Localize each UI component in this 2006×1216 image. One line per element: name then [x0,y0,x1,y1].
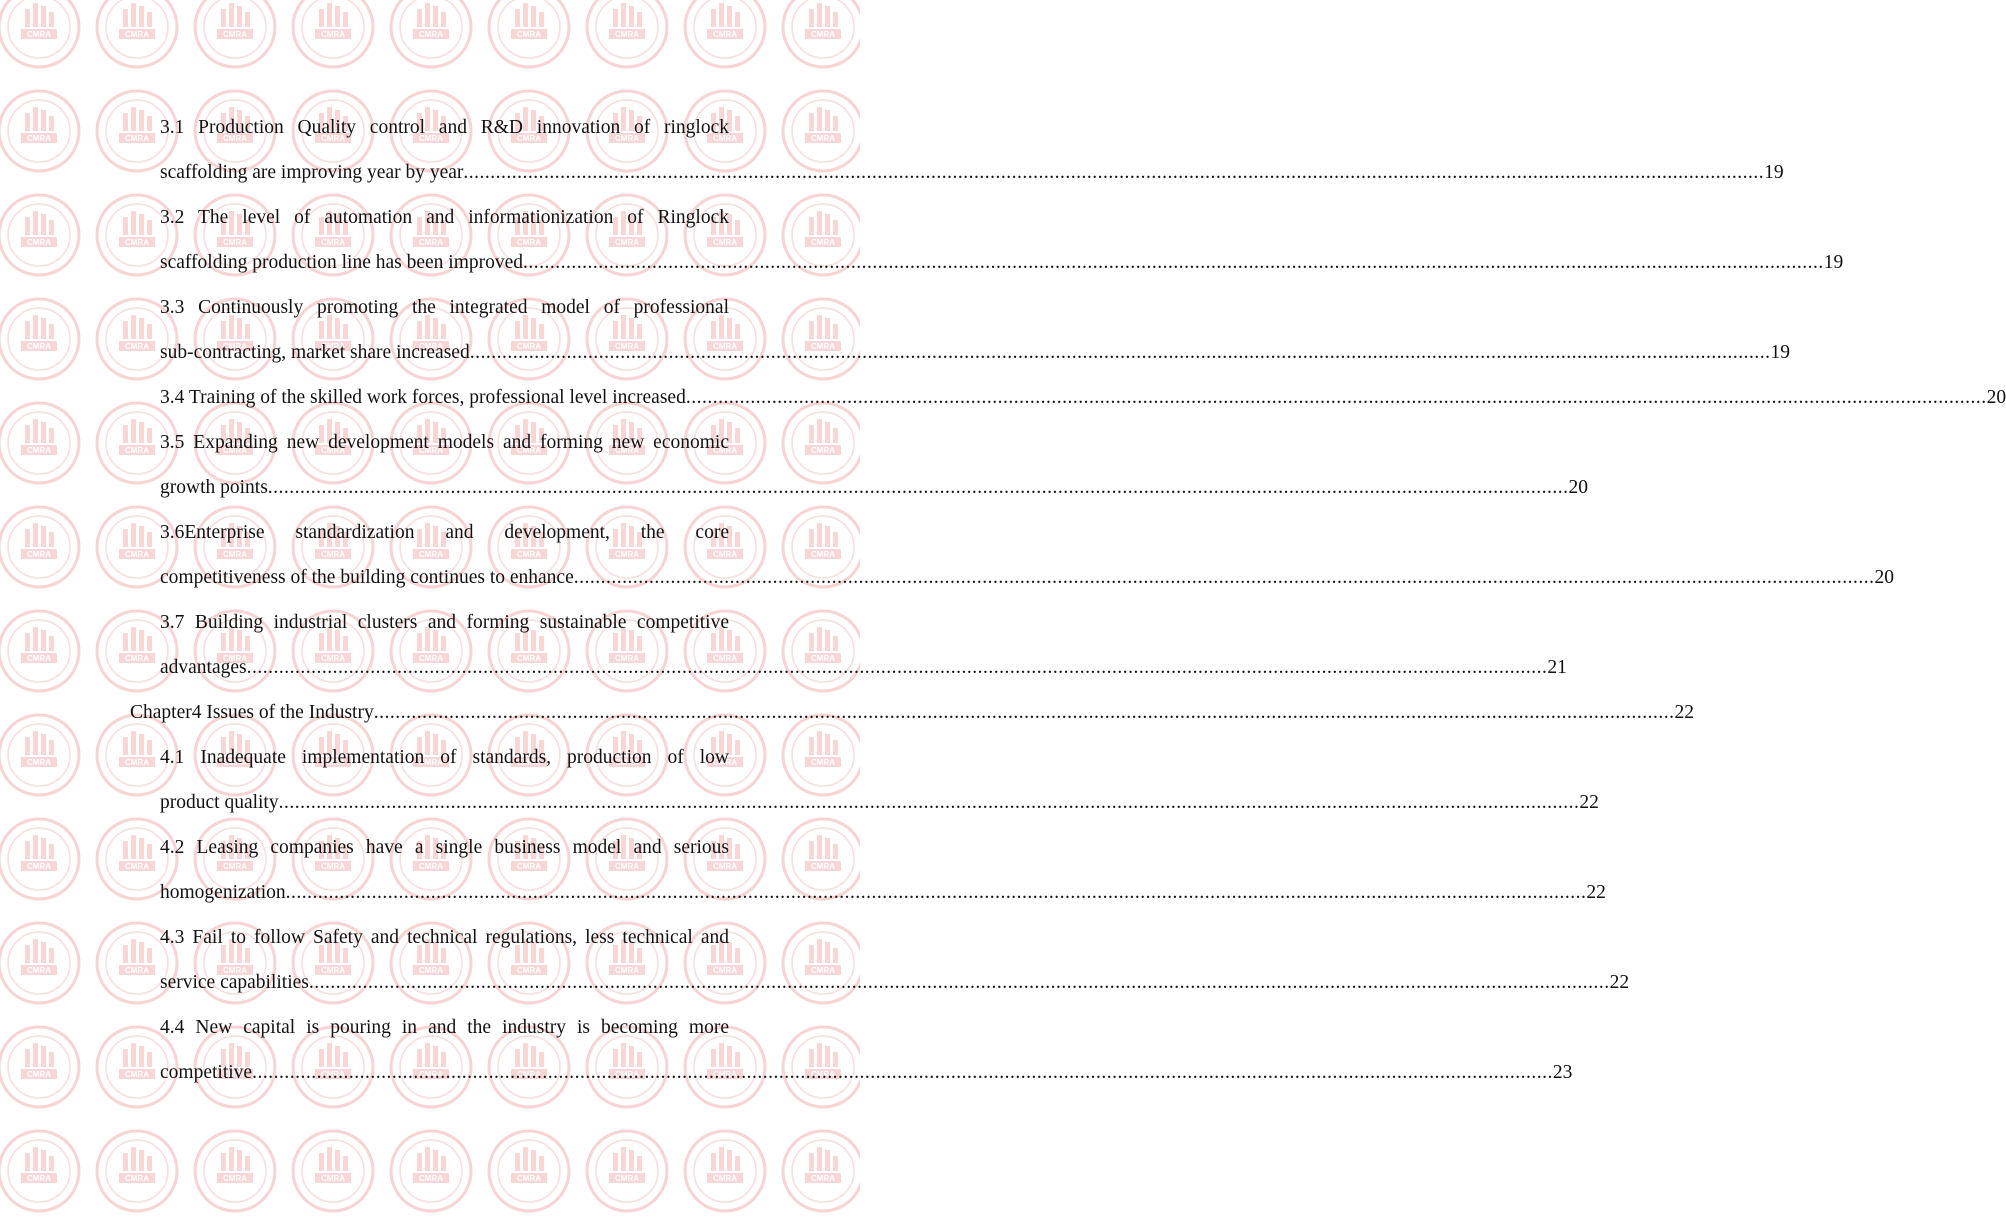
page-number: 20 [1986,387,2006,408]
toc-entry-3-2-line1: 3.2 The level of automation and informationization of Ringlock [160,207,729,228]
toc-entry-3-3-line2: sub-contracting, market share increased ..... 19 [160,341,729,365]
toc-entry-4-4-line2: competitive ..... 23 [160,1061,729,1085]
toc-entry-3-5-line1: 3.5 Expanding new development models and forming new economic [160,432,729,453]
toc-entry-4-4-line1: 4.4 New capital is pouring in and the industry is becoming more [160,1017,729,1038]
page-number: 22 [1586,882,1606,903]
toc-entry-3-1-line2: scaffolding are improving year by year ..... 19 [160,161,729,185]
toc-entry-3-2-line2: scaffolding production line has been improved ..... 19 [160,251,729,275]
toc-entry-4-1-line1: 4.1 Inadequate implementation of standards, production of low [160,747,729,768]
page-number: 19 [1823,252,1844,273]
toc-entry-3-6-line2: competitiveness of the building continues to enhance ..... 20 [160,566,729,590]
page-number: 22 [1609,972,1630,993]
page-number: 21 [1547,657,1567,678]
toc-entry-3-1-line1: 3.1 Production Quality control and R&D innovation of ringlock [160,117,729,138]
page-number: 20 [1568,477,1589,498]
toc-entry-3-3-line1: 3.3 Continuously promoting the integrated model of professional [160,297,729,318]
page-number: 22 [1579,792,1599,813]
page-number: 19 [1770,342,1790,363]
page-number: 20 [1874,567,1894,588]
toc-entry-4-3-line2: service capabilities ..... 22 [160,971,729,995]
toc-entry-3-6-line1: 3.6Enterprise standardization and development, the core [160,522,729,543]
toc-entry-4-1-line2: product quality ..... 22 [160,791,729,815]
toc-entry-3-7-line1: 3.7 Building industrial clusters and forming sustainable competitive [160,612,729,633]
toc-entry-3-5-line2: growth points ..... 20 [160,476,729,500]
page-number: 19 [1764,162,1784,183]
toc-entry-4-2-line2: homogenization ..... 22 [160,881,729,905]
toc-entry-3-4: 3.4 Training of the skilled work forces, professional level increased ..... 20 [160,386,729,410]
page-number: 23 [1552,1062,1573,1083]
toc-entry-4-3-line1: 4.3 Fail to follow Safety and technical regulations, less technical and [160,927,729,948]
toc-entry-4-2-line1: 4.2 Leasing companies have a single business model and serious [160,837,729,858]
toc-chapter-4: Chapter4 Issues of the Industry ..... 22 [130,701,729,725]
page-number: 22 [1674,702,1694,723]
toc-entry-3-7-line2: advantages ..... 21 [160,656,729,680]
